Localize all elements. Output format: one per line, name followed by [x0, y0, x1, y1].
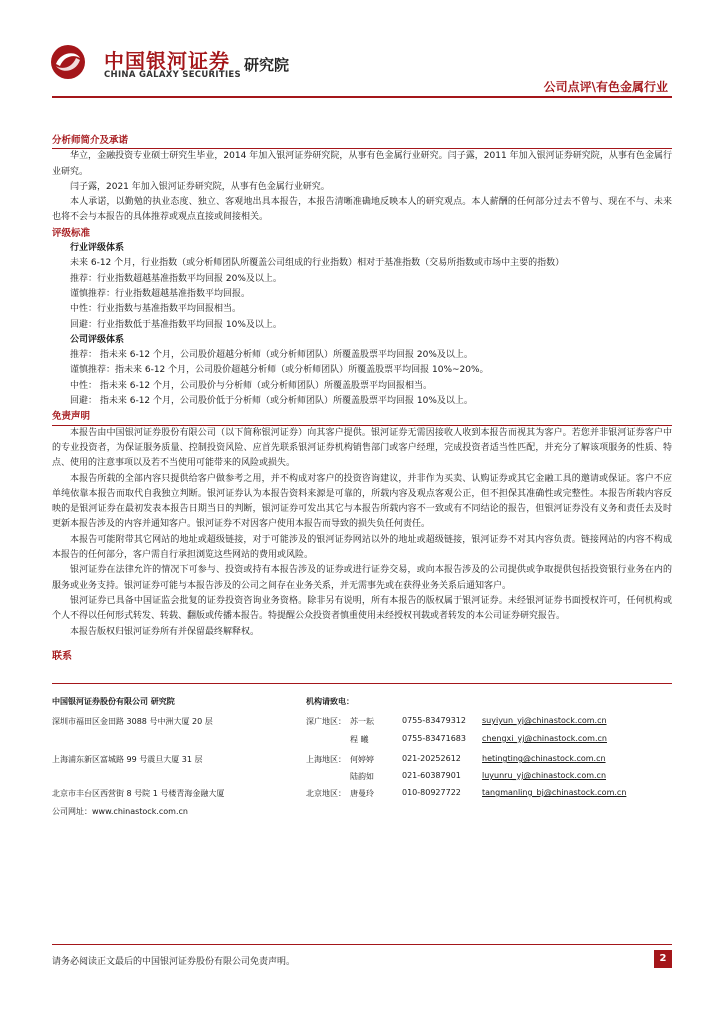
disclaimer-paragraph: 银河证券已具备中国证监会批复的证券投资咨询业务资格。除非另有说明，所有本报告的版权属于银河证券。未经银河证券书面授权许可，任何机构或个人不得以任何形式转发、转载、翻版或传播本报告。特提醒公众投资者慎重使用未经授权刊载或者转发的本公司证券研究报告。: [52, 595, 672, 622]
industry-rating-line: 推荐：行业指数超越基准指数平均回报 20%及以上。: [70, 273, 282, 284]
contact-email-link[interactable]: hetingting@chinastock.com.cn: [482, 754, 606, 763]
company-rating-line: 推荐： 指未来 6-12 个月，公司股价超越分析师（或分析师团队）所覆盖股票平均回报 20%及以上。: [70, 350, 473, 361]
contact-phone: 021-60387901: [402, 771, 461, 780]
industry-rating-line: 回避：行业指数低于基准指数平均回报 10%及以上。: [70, 319, 282, 330]
disclaimer-paragraph: 本报告所载的全部内容只提供给客户做参考之用，并不构成对客户的投资咨询建议，并非作为买卖、认购证券或其它金融工具的邀请或保证。客户不应单纯依靠本报告而取代自我独立判断。银河证券认为本报告资料来源是可靠的，所载内容及观点客观公正，但不担保其准确性或完整性。本报告所载内容反映的是银河证券在最初发表本报告日期当日的判断，银河证券可发出其它与本报告所载内容不一致或有不同结论的报告，但银河证券没有义务和责任去及时更新本报告涉及的内容并通知客户。银河证券不对因客户使用本报告而导致的损失负任何责任。: [52, 473, 672, 530]
galaxy-logo-icon: [50, 44, 86, 80]
disclaimer-paragraph: 本报告由中国银河证券股份有限公司（以下简称银河证券）向其客户提供。银河证券无需因接收人收到本报告而视其为客户。若您并非银河证券客户中的专业投资者，为保证服务质量、控制投资风险、应首先联系银河证券机构销售部门或客户经理，完成投资者适当性匹配，并充分了解该项服务的性质、特点、使用的注意事项以及若不当使用可能带来的风险或损失。: [52, 427, 672, 469]
industry-rating-line: 中性：行业指数与基准指数平均回报相当。: [70, 304, 242, 315]
analyst-intro-1: 华立，金融投资专业硕士研究生毕业，2014 年加入银河证券研究院，从事有色金属行业研究。闫子露，2011 年加入银河证券研究院，从事有色金属行业研究。: [52, 151, 672, 177]
footer-disclaimer-note: 请务必阅读正文最后的中国银河证券股份有限公司免责声明。: [52, 957, 296, 967]
industry-rating-line: 谨慎推荐：行业指数超越基准指数平均回报。: [70, 288, 251, 299]
address-beijing: 北京市丰台区西营街 8 号院 1 号楼青海金融大厦: [52, 789, 225, 798]
analyst-commitment: 本人承诺，以勤勉的执业态度、独立、客观地出具本报告，本报告清晰准确地反映本人的研究观点。本人薪酬的任何部分过去不曾与、现在不与、未来也将不会与本报告的具体推荐或观点直接或间接相关。: [52, 197, 672, 223]
company-rating-line: 谨慎推荐：指未来 6-12 个月，公司股价超越分析师（或分析师团队）所覆盖股票平均回报 10%~20%。: [70, 365, 489, 376]
analyst-intro-2: 闫子露，2021 年加入银河证券研究院，从事有色金属行业研究。: [70, 181, 330, 192]
company-rating-line: 中性： 指未来 6-12 个月，公司股价与分析师（或分析师团队）所覆盖股票平均回报相当。: [70, 380, 433, 391]
industry-rating-heading: 行业评级体系: [70, 243, 125, 254]
company-rating-line: 回避： 指未来 6-12 个月，公司股价低于分析师（或分析师团队）所覆盖股票平均回报 10%及以上。: [70, 396, 473, 407]
page-number: 2: [654, 950, 672, 968]
contact-region: 北京地区：: [306, 789, 346, 798]
contact-email-link[interactable]: suyiyun_yj@chinastock.com.cn: [482, 716, 607, 725]
contact-name: 唐曼玲: [350, 789, 374, 798]
contact-name: 苏一耘: [350, 717, 374, 726]
contact-divider: [52, 683, 672, 684]
address-shanghai: 上海浦东新区富城路 99 号震旦大厦 31 层: [52, 755, 203, 764]
contact-phone: 0755-83471683: [402, 734, 466, 743]
contact-email-link[interactable]: tangmanling_bj@chinastock.com.cn: [482, 788, 627, 797]
contact-name: 陆韵如: [350, 772, 374, 781]
report-type-label: 公司点评\有色金属行业: [543, 80, 668, 94]
institution-contact-title: 机构请致电：: [306, 697, 354, 706]
brand-subtitle: 研究院: [244, 56, 290, 74]
brand-name-en: CHINA GALAXY SECURITIES: [104, 70, 241, 80]
brand-name-cn: 中国银河证券: [104, 49, 230, 73]
contact-region: 上海地区：: [306, 755, 346, 764]
disclaimer-paragraph: 银河证券在法律允许的情况下可参与、投资或持有本报告涉及的证券或进行证券交易，或向本报告涉及的公司提供或争取提供包括投资银行业务在内的服务或业务支持。银河证券可能与本报告涉及的公司之间存在业务关系，并无需事先或在获得业务关系后通知客户。: [52, 565, 672, 591]
disclaimer-section-title: 免责声明: [52, 409, 672, 425]
contact-phone: 010-80927722: [402, 788, 461, 797]
rating-section-title: 评级标准: [52, 227, 91, 239]
contact-section-title: 联系: [52, 651, 72, 662]
disclaimer-paragraph: 本报告版权归银河证券所有并保留最终解释权。: [70, 626, 260, 637]
main-content: [52, 133, 672, 640]
address-shenzhen: 深圳市福田区金田路 3088 号中洲大厦 20 层: [52, 717, 213, 726]
industry-rating-line: 未来 6-12 个月，行业指数（或分析师团队所覆盖公司组成的行业指数）相对于基准指数（交易所指数或市场中主要的指数）: [70, 258, 565, 269]
company-name: 中国银河证券股份有限公司 研究院: [52, 697, 175, 706]
contact-region: 深广地区：: [306, 717, 346, 726]
disclaimer-paragraph: 本报告可能附带其它网站的地址或超级链接，对于可能涉及的银河证券网站以外的地址或超级链接，银河证券不对其内容负责。链接网站的内容不构成本报告的任何部分，客户需自行承担浏览这些网站的费用或风险。: [52, 534, 672, 561]
contact-phone: 021-20252612: [402, 754, 461, 763]
header-divider: [52, 96, 672, 98]
company-website[interactable]: 公司网址：www.chinastock.com.cn: [52, 807, 188, 816]
contact-email-link[interactable]: luyunru_yj@chinastock.com.cn: [482, 771, 607, 780]
footer-divider: [52, 944, 672, 945]
contact-email-link[interactable]: chengxi_yj@chinastock.com.cn: [482, 734, 607, 743]
contact-phone: 0755-83479312: [402, 716, 466, 725]
contact-name: 何婷婷: [350, 755, 374, 764]
contact-name: 程 曦: [350, 735, 369, 744]
analyst-section-title: 分析师简介及承诺: [52, 133, 672, 149]
company-rating-heading: 公司评级体系: [70, 334, 125, 345]
